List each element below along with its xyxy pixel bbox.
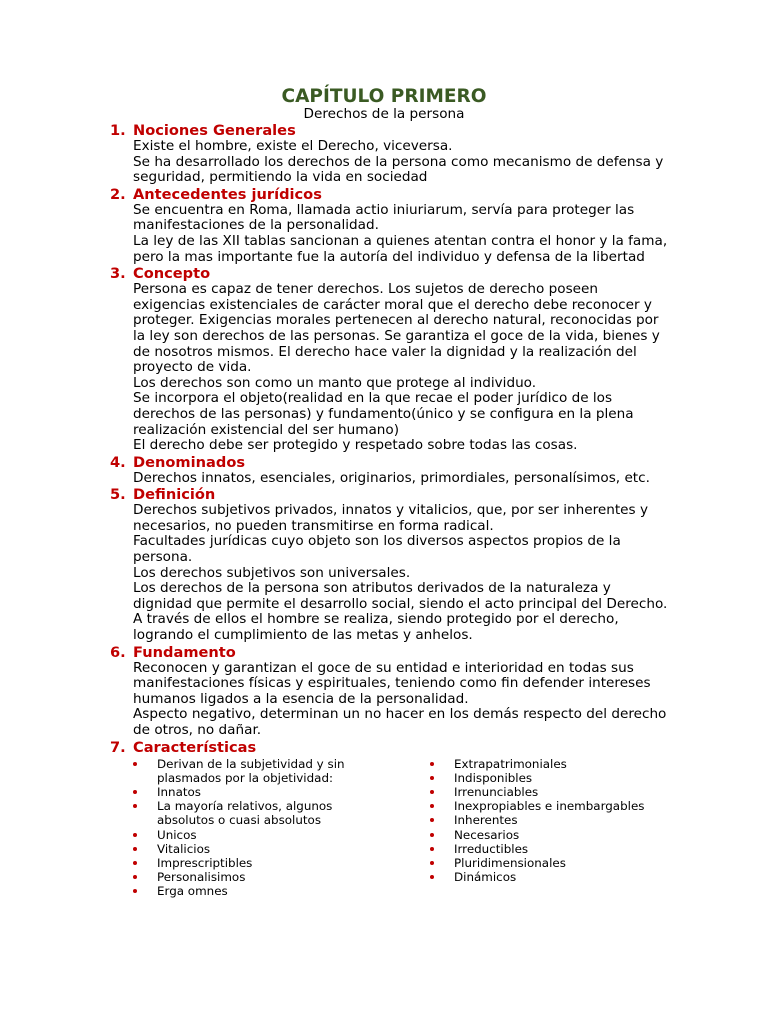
section-number: 2.	[110, 185, 126, 203]
bullet-icon	[430, 875, 434, 879]
section-body	[133, 661, 673, 739]
chapter-title: CAPÍTULO PRIMERO	[281, 86, 487, 107]
list-item	[127, 870, 367, 884]
list-item-text: Irrenunciables	[454, 785, 539, 799]
section-title: Características	[133, 738, 257, 756]
bullet-icon	[133, 762, 137, 766]
paragraph: Persona es capaz de tener derechos. Los sujetos de derecho poseen exigencias existenciales de carácter moral que el derecho debe reconocer y proteger. Exigencias morales pertenecen al derecho natural, reconocidas por la ley son derechos de las personas. Se garantiza el goce de la vida, bienes y de nosotros mismos. El derecho hace valer la dignidad y la realización del proyecto de vida.	[133, 281, 660, 376]
section-number: 3.	[110, 265, 126, 283]
list-item	[127, 757, 367, 785]
section-concepto	[0, 265, 768, 454]
section-title: Fundamento	[133, 643, 236, 661]
list-item-text: Pluridimensionales	[454, 856, 566, 871]
section-body	[133, 503, 673, 643]
list-item	[127, 842, 367, 856]
bullet-icon	[133, 804, 137, 808]
list-item-text: Imprescriptibles	[157, 856, 253, 871]
list-item-text: Irreductibles	[454, 841, 529, 856]
bullet-icon	[430, 861, 434, 865]
bullet-icon	[133, 833, 137, 837]
section-title: Antecedentes jurídicos	[133, 185, 322, 203]
section-body	[133, 282, 673, 454]
section-number: 5.	[110, 486, 126, 504]
bullet-icon	[430, 818, 434, 822]
list-item-text: Vitalicios	[157, 841, 211, 856]
list-item-text: Inherentes	[454, 813, 518, 828]
bullet-icon	[430, 847, 434, 851]
section-body	[133, 471, 673, 487]
bullet-icon	[133, 847, 137, 851]
paragraph: El derecho debe ser protegido y respetado sobre todas las cosas.	[133, 437, 578, 454]
list-item-text: Extrapatrimoniales	[454, 756, 567, 771]
bullet-icon	[133, 875, 137, 879]
list-item	[127, 799, 367, 827]
section-title: Denominados	[133, 453, 246, 471]
paragraph: Se encuentra en Roma, llamada actio iniuriarum, servía para proteger las manifestaciones de la personalidad.	[133, 201, 635, 234]
list-item	[424, 799, 654, 813]
list-item-text: Personalisimos	[157, 870, 246, 885]
paragraph: Derechos innatos, esenciales, originarios, primordiales, personalísimos, etc.	[133, 469, 650, 486]
paragraph: Existe el hombre, existe el Derecho, viceversa.	[133, 138, 453, 154]
characteristics-list-right	[424, 757, 654, 885]
bullet-icon	[133, 861, 137, 865]
bullet-icon	[430, 790, 434, 794]
list-item-text: La mayoría relativos, algunos absolutos o cuasi absolutos	[157, 799, 333, 828]
list-item	[127, 884, 367, 898]
section-heading	[0, 186, 768, 203]
list-item	[424, 785, 654, 799]
section-nociones-generales	[0, 122, 768, 186]
list-item	[127, 785, 367, 799]
list-item	[424, 856, 654, 870]
bullet-icon	[430, 762, 434, 766]
list-item	[424, 870, 654, 884]
section-heading	[0, 454, 768, 471]
paragraph: Los derechos subjetivos son universales.	[133, 564, 411, 581]
section-title: Nociones Generales	[133, 122, 296, 139]
chapter-subtitle: Derechos de la persona	[303, 106, 465, 122]
list-item	[424, 842, 654, 856]
characteristics-list-left	[127, 757, 367, 899]
section-caracteristicas	[0, 739, 768, 906]
list-item-text: Indisponibles	[454, 770, 533, 785]
list-item-text: Erga omnes	[157, 884, 228, 899]
bullet-icon	[133, 889, 137, 893]
list-item-text: Innatos	[157, 785, 201, 799]
list-item	[424, 771, 654, 785]
paragraph: Reconocen y garantizan el goce de su entidad e interioridad en todas sus manifestaciones físicas y espirituales, teniendo como fin defender intereses humanos ligados a la esencia de la personalidad.	[133, 659, 651, 707]
list-item-text: Necesarios	[454, 827, 520, 842]
list-item-text: Derivan de la subjetividad y sin plasmados por la objetividad:	[157, 756, 345, 785]
list-item	[424, 757, 654, 771]
section-definicion	[0, 486, 768, 643]
bullet-icon	[430, 776, 434, 780]
paragraph: Facultades jurídicas cuyo objeto son los diversos aspectos propios de la persona.	[133, 533, 621, 566]
list-item	[127, 828, 367, 842]
paragraph: Los derechos de la persona son atributos derivados de la naturaleza y dignidad que permite el desarrollo social, siendo el acto principal del Derecho. A través de ellos el hombre se realiza, siendo protegido por el derecho, logrando el cumplimiento de las metas y anhelos.	[133, 580, 668, 644]
section-denominados	[0, 454, 768, 487]
paragraph: Se incorpora el objeto(realidad en la que recae el poder jurídico de los derechos de las personas) y fundamento(único y se configura en la plena realización existencial del ser humano)	[133, 390, 634, 438]
section-body	[133, 203, 673, 265]
paragraph: La ley de las XII tablas sancionan a quienes atentan contra el honor y la fama, pero la mas importante fue la autoría del individuo y defensa de la libertad	[133, 232, 668, 265]
section-body	[133, 139, 673, 186]
paragraph: Aspecto negativo, determinan un no hacer en los demás respecto del derecho de otros, no dañar.	[133, 706, 667, 738]
section-title: Concepto	[133, 265, 211, 283]
characteristics-lists	[0, 756, 768, 906]
section-heading	[0, 265, 768, 282]
section-heading	[0, 122, 768, 139]
section-heading	[0, 486, 768, 503]
section-heading	[0, 739, 768, 756]
paragraph: Derechos subjetivos privados, innatos y vitalicios, que, por ser inherentes y necesarios, no pueden transmitirse en forma radical.	[133, 502, 648, 534]
paragraph: Los derechos son como un manto que protege al individuo.	[133, 374, 537, 391]
section-number: 1.	[110, 122, 126, 139]
section-number: 6.	[110, 643, 126, 661]
list-item-text: Inexpropiables e inembargables	[454, 799, 645, 814]
bullet-icon	[430, 833, 434, 837]
list-item	[127, 856, 367, 870]
bullet-icon	[133, 790, 137, 794]
section-antecedentes-juridicos	[0, 186, 768, 265]
section-title: Definición	[133, 486, 216, 504]
list-item-text: Dinámicos	[454, 870, 517, 885]
bullet-icon	[430, 804, 434, 808]
list-item	[424, 828, 654, 842]
section-number: 7.	[110, 738, 126, 756]
sections-list	[0, 122, 768, 906]
section-number: 4.	[110, 453, 126, 471]
section-heading	[0, 644, 768, 661]
paragraph: Se ha desarrollado los derechos de la persona como mecanismo de defensa y seguridad, permitiendo la vida en sociedad	[133, 153, 664, 186]
list-item-text: Unicos	[157, 827, 197, 842]
list-item	[424, 813, 654, 827]
section-fundamento	[0, 644, 768, 739]
